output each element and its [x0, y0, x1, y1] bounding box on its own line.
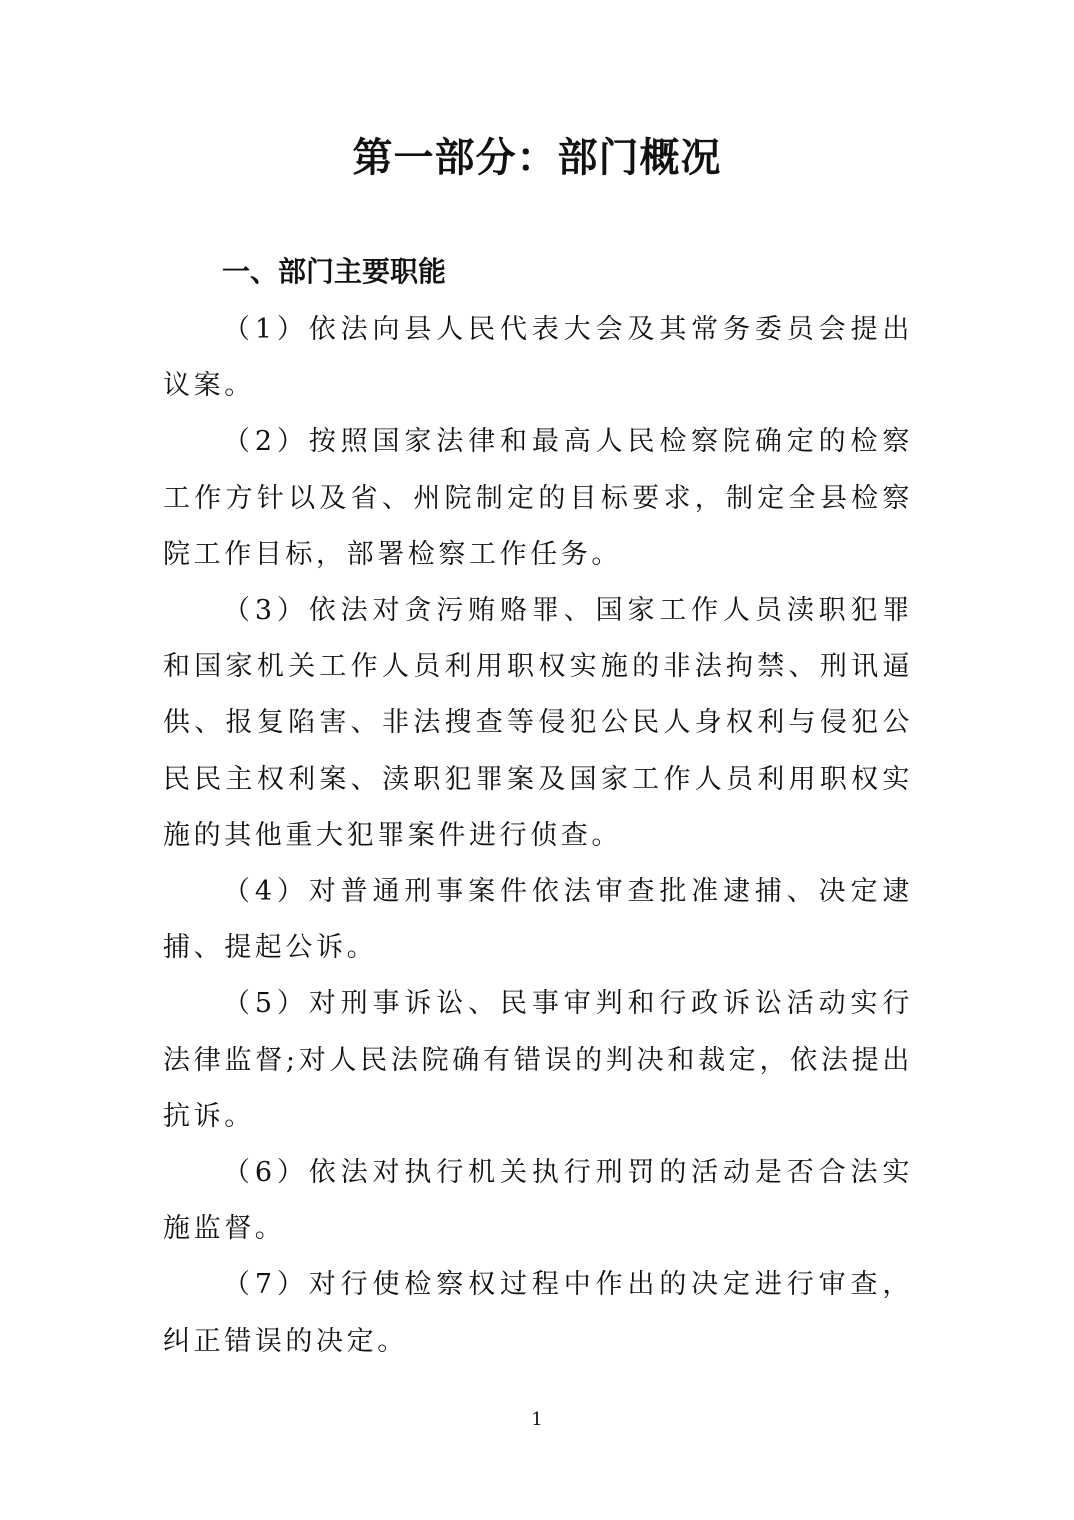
- body-text: [163, 302, 913, 1370]
- page-number: 1: [531, 1409, 543, 1430]
- paragraph-4: （4）对普通刑事案件依法审查批准逮捕、决定逮捕、提起公诉。: [163, 876, 913, 964]
- paragraph-6: （6）依法对执行机关执行刑罚的活动是否合法实施监督。: [163, 1157, 913, 1245]
- paragraph-7: （7）对行使检察权过程中作出的决定进行审查，纠正错误的决定。: [163, 1269, 913, 1357]
- paragraph-2: （2）按照国家法律和最高人民检察院确定的检察工作方针以及省、州院制定的目标要求，制定全县检察院工作目标，部署检察工作任务。: [163, 426, 913, 570]
- paragraph-5: （5）对刑事诉讼、民事审判和行政诉讼活动实行法律监督;对人民法院确有错误的判决和裁定，依法提出抗诉。: [163, 988, 913, 1132]
- paragraph-1: （1）依法向县人民代表大会及其常务委员会提出议案。: [163, 314, 913, 402]
- paragraph-3: （3）依法对贪污贿赂罪、国家工作人员渎职犯罪和国家机关工作人员利用职权实施的非法拘禁、刑讯逼供、报复陷害、非法搜查等侵犯公民人身权利与侵犯公民民主权利案、渎职犯罪案及国家工作人员利用职权实施的其他重大犯罪案件进行侦查。: [163, 595, 913, 851]
- section-heading: 一、部门主要职能: [222, 255, 447, 288]
- page-title: 第一部分：部门概况: [352, 135, 722, 181]
